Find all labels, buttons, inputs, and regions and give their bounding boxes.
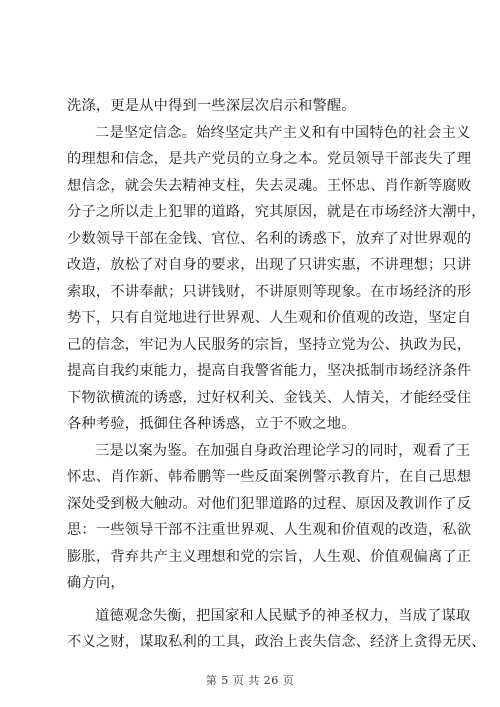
text-line: 下物欲横流的诱惑，过好权利关、金钱关、人情关，才能经受住: [67, 389, 472, 406]
page-footer: 第 5 页 共 26 页: [205, 674, 295, 687]
text-line: 改造，放松了对自身的要求，出现了只讲实惠，不讲理想；只讲: [67, 257, 472, 273]
text-line: 少数领导干部在金钱、官位、名利的诱惑下，放弃了对世界观的: [67, 230, 472, 247]
text-line: 分子之所以走上犯罪的道路，究其原因，就是在市场经济大潮中，: [67, 204, 486, 220]
text-line: 怀忠、肖作新、韩希鹏等一些反面案例警示教育片，在自己思想: [67, 469, 472, 485]
text-line: 提高自我约束能力，提高自我警省能力，坚决抵制市场经济条件: [67, 363, 472, 379]
paragraph: [67, 120, 486, 438]
text-line: 道德观念失衡，把国家和人民赋予的神圣权力，当成了谋取: [95, 607, 471, 624]
text-line: 膨胀，背弃共产主义理想和党的宗旨，人生观、价值观偏离了正: [67, 548, 472, 565]
text-line: 不义之财，谋取私利的工具，政治上丧失信念、经济上贪得无厌、: [67, 634, 486, 650]
text-line: 的理想和信念，是共产党员的立身之本。党员领导干部丧失了理: [67, 151, 472, 167]
text-line: 洗涤，更是从中得到一些深层次启示和警醒。: [67, 98, 356, 114]
text-line: 各种考验，抵御住各种诱惑，立于不败之地。: [67, 416, 356, 432]
text-line: 二是坚定信念。始终坚定共产主义和有中国特色的社会主义: [95, 124, 471, 141]
paragraph: [67, 603, 486, 656]
text-line: 思：一些领导干部不注重世界观、人生观和价值观的改造，私欲: [67, 522, 472, 538]
document-body: [67, 93, 486, 656]
text-line: 势下，只有自觉地进行世界观、人生观和价值观的改造，坚定自: [67, 310, 472, 326]
text-line: 确方向，: [67, 575, 125, 591]
paragraph: [67, 438, 472, 597]
paragraph: [67, 93, 437, 120]
text-line: 索取，不讲奉献；只讲钱财，不讲原则等现象。在市场经济的形: [67, 283, 472, 300]
text-line: 想信念，就会失去精神支柱，失去灵魂。王怀忠、肖作新等腐败: [67, 177, 472, 194]
text-line: 三是以案为鉴。在加强自身政治理论学习的同时，观看了王: [95, 442, 471, 459]
text-line: 深处受到极大触动。对他们犯罪道路的过程、原因及教训作了反: [67, 495, 472, 512]
text-line: 己的信念，牢记为人民服务的宗旨，坚持立党为公、执政为民，: [67, 336, 472, 353]
